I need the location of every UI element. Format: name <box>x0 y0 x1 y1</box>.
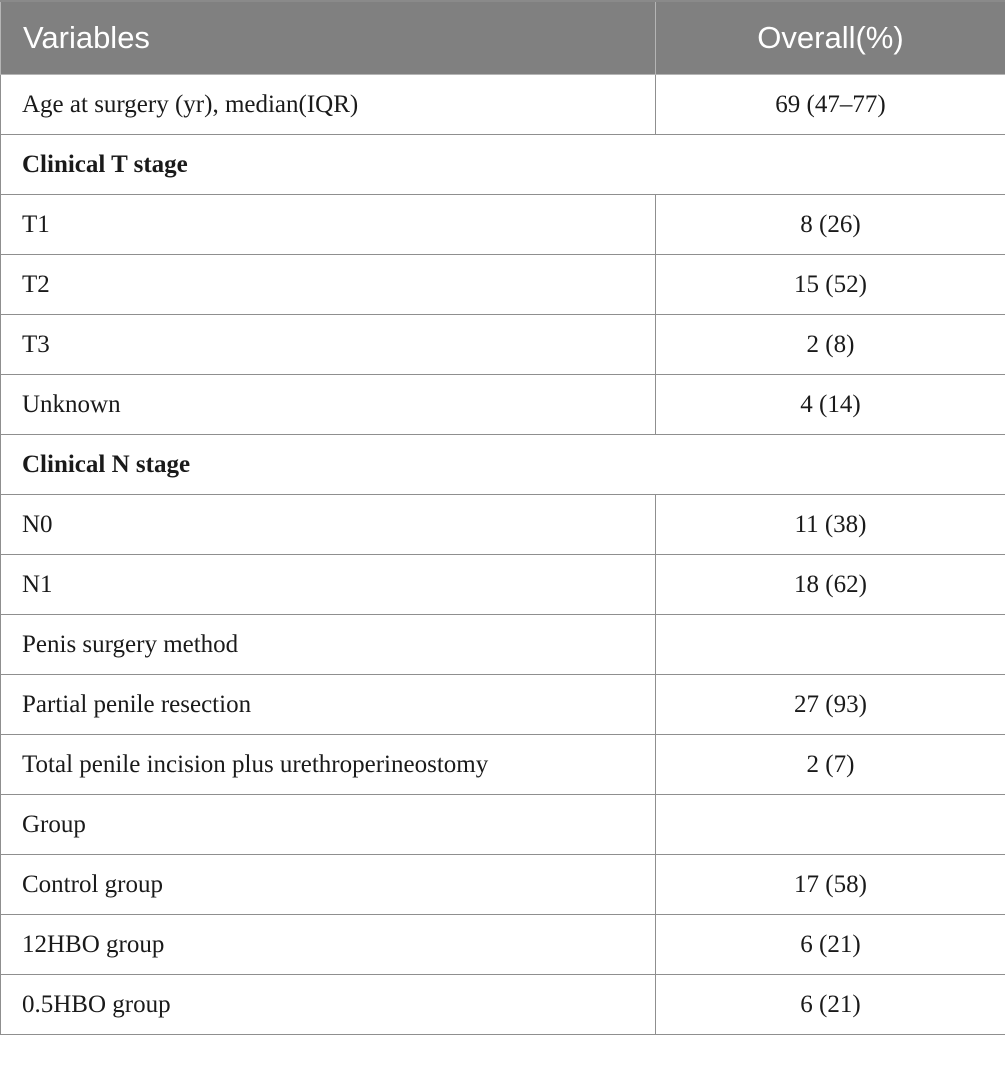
table-row <box>1 315 1005 375</box>
table-row <box>1 855 1005 915</box>
row-label: Group <box>1 795 656 855</box>
section-label: Clinical N stage <box>1 435 1005 495</box>
table-header <box>1 1 1005 75</box>
row-value: 11 (38) <box>656 495 1005 555</box>
row-label: Penis surgery method <box>1 615 656 675</box>
row-value: 18 (62) <box>656 555 1005 615</box>
row-value: 6 (21) <box>656 975 1005 1035</box>
row-label: Age at surgery (yr), median(IQR) <box>1 75 656 135</box>
row-value: 15 (52) <box>656 255 1005 315</box>
table-row <box>1 615 1005 675</box>
row-label: Partial penile resection <box>1 675 656 735</box>
row-value: 6 (21) <box>656 915 1005 975</box>
row-label: T1 <box>1 195 656 255</box>
table-row <box>1 375 1005 435</box>
section-row <box>1 435 1005 495</box>
table-row <box>1 975 1005 1035</box>
header-row <box>1 1 1005 75</box>
row-value: 69 (47–77) <box>656 75 1005 135</box>
table-row <box>1 795 1005 855</box>
table-row <box>1 495 1005 555</box>
table-body <box>1 75 1005 1035</box>
table-row <box>1 675 1005 735</box>
table-row <box>1 75 1005 135</box>
header-overall: Overall(%) <box>656 1 1005 75</box>
row-value: 8 (26) <box>656 195 1005 255</box>
row-label: Unknown <box>1 375 656 435</box>
table-row <box>1 195 1005 255</box>
section-label: Clinical T stage <box>1 135 1005 195</box>
row-label: T3 <box>1 315 656 375</box>
table-row <box>1 255 1005 315</box>
row-value: 2 (7) <box>656 735 1005 795</box>
row-label: N0 <box>1 495 656 555</box>
row-label: Total penile incision plus urethroperineostomy <box>1 735 656 795</box>
row-value: 27 (93) <box>656 675 1005 735</box>
row-label: Control group <box>1 855 656 915</box>
header-variables: Variables <box>1 1 656 75</box>
row-label: T2 <box>1 255 656 315</box>
row-label: 12HBO group <box>1 915 656 975</box>
row-label: 0.5HBO group <box>1 975 656 1035</box>
row-value: 2 (8) <box>656 315 1005 375</box>
row-value <box>656 615 1005 675</box>
row-label: N1 <box>1 555 656 615</box>
table-row <box>1 555 1005 615</box>
row-value <box>656 795 1005 855</box>
row-value: 17 (58) <box>656 855 1005 915</box>
section-row <box>1 135 1005 195</box>
table-row <box>1 915 1005 975</box>
table-row <box>1 735 1005 795</box>
row-value: 4 (14) <box>656 375 1005 435</box>
